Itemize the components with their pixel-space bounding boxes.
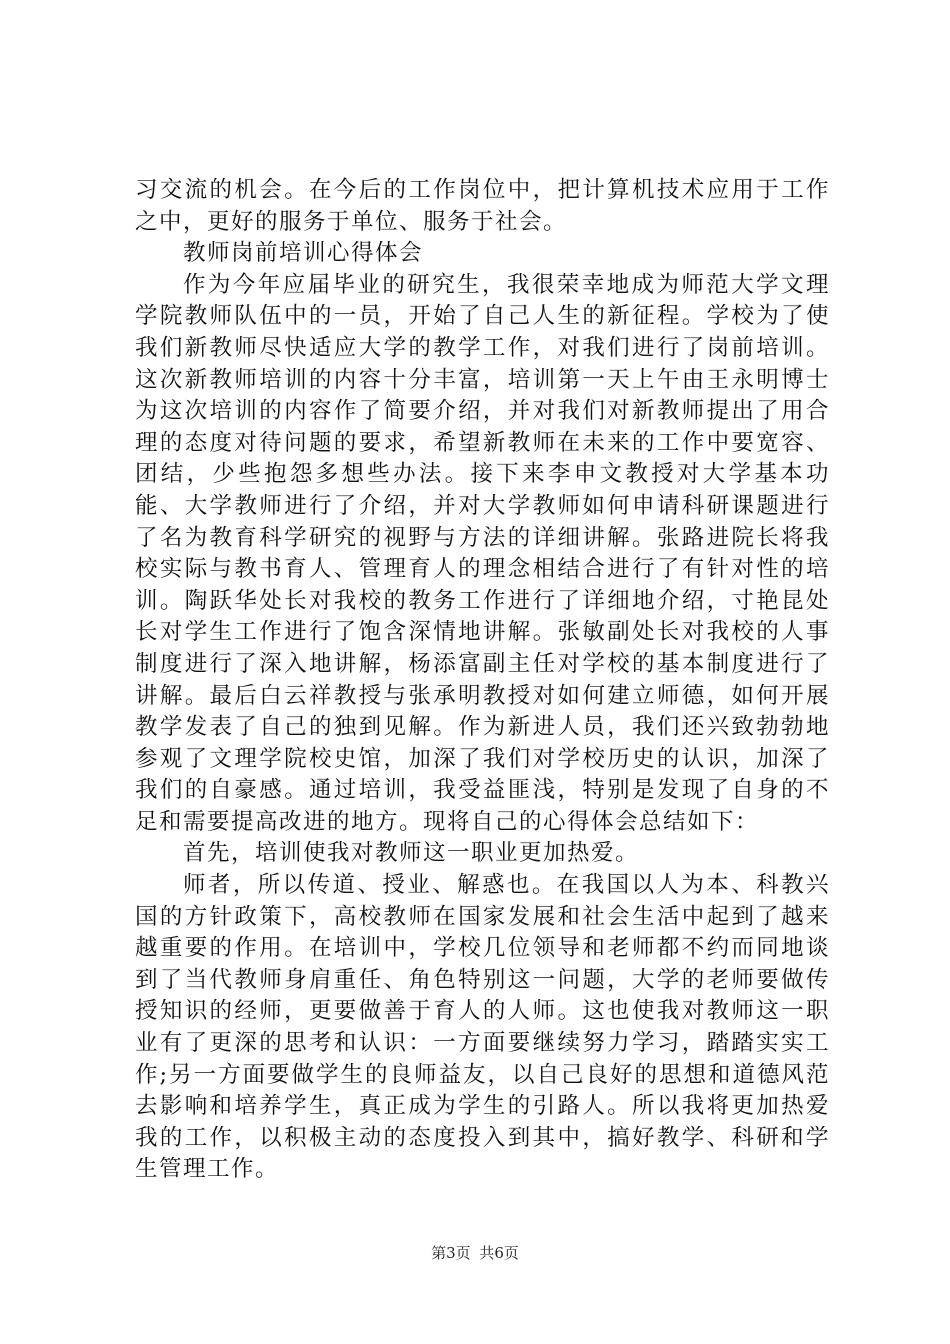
page-number: 第3页 [431, 1244, 471, 1262]
paragraph-continuation: 习交流的机会。在今后的工作岗位中，把计算机技术应用于工作之中，更好的服务于单位、服务于社会。 [135, 177, 830, 235]
page-footer [0, 1242, 950, 1263]
section-title: 教师岗前培训心得体会 [183, 240, 424, 267]
paragraph-first-point: 首先，培训使我对教师这一职业更加热爱。 [183, 840, 640, 867]
paragraph-teacher-role: 师者，所以传道、授业、解惑也。在我国以人为本、科教兴国的方针政策下，高校教师在国家发展和社会生活中起到了越来越重要的作用。在培训中，学校几位领导和老师都不约而同地谈到了当代教师身肩重任、角色特别这一问题，大学的老师要做传授知识的经师，更要做善于育人的人师。这也使我对教师这一职业有了更深的思考和认识：一方面要继续努力学习，踏踏实实工作;另一方面要做学生的良师益友，以自己良好的思想和道德风范去影响和培养学生，真正成为学生的引路人。所以我将更加热爱我的工作，以积极主动的态度投入到其中，搞好教学、科研和学生管理工作。 [135, 872, 830, 1183]
page-total: 共6页 [479, 1244, 519, 1262]
document-body [135, 175, 830, 1186]
paragraph-intro: 作为今年应届毕业的研究生，我很荣幸地成为师范大学文理学院教师队伍中的一员，开始了自己人生的新征程。学校为了使我们新教师尽快适应大学的教学工作，对我们进行了岗前培训。这次新教师培训的内容十分丰富，培训第一天上午由王永明博士为这次培训的内容作了简要介绍，并对我们对新教师提出了用合理的态度对待问题的要求，希望新教师在未来的工作中要宽容、团结，少些抱怨多想些办法。接下来李申文教授对大学基本功能、大学教师进行了介绍，并对大学教师如何申请科研课题进行了名为教育科学研究的视野与方法的详细讲解。张路进院长将我校实际与教书育人、管理育人的理念相结合进行了有针对性的培训。陶跃华处长对我校的教务工作进行了详细地介绍，寸艳昆处长对学生工作进行了饱含深情地讲解。张敏副处长对我校的人事制度进行了深入地讲解，杨添富副主任对学校的基本制度进行了讲解。最后白云祥教授与张承明教授对如何建立师德，如何开展教学发表了自己的独到见解。作为新进人员，我们还兴致勃勃地参观了文理学院校史馆，加深了我们对学校历史的认识，加深了我们的自豪感。通过培训，我受益匪浅，特别是发现了自身的不足和需要提高改进的地方。现将自己的心得体会总结如下： [135, 271, 830, 835]
